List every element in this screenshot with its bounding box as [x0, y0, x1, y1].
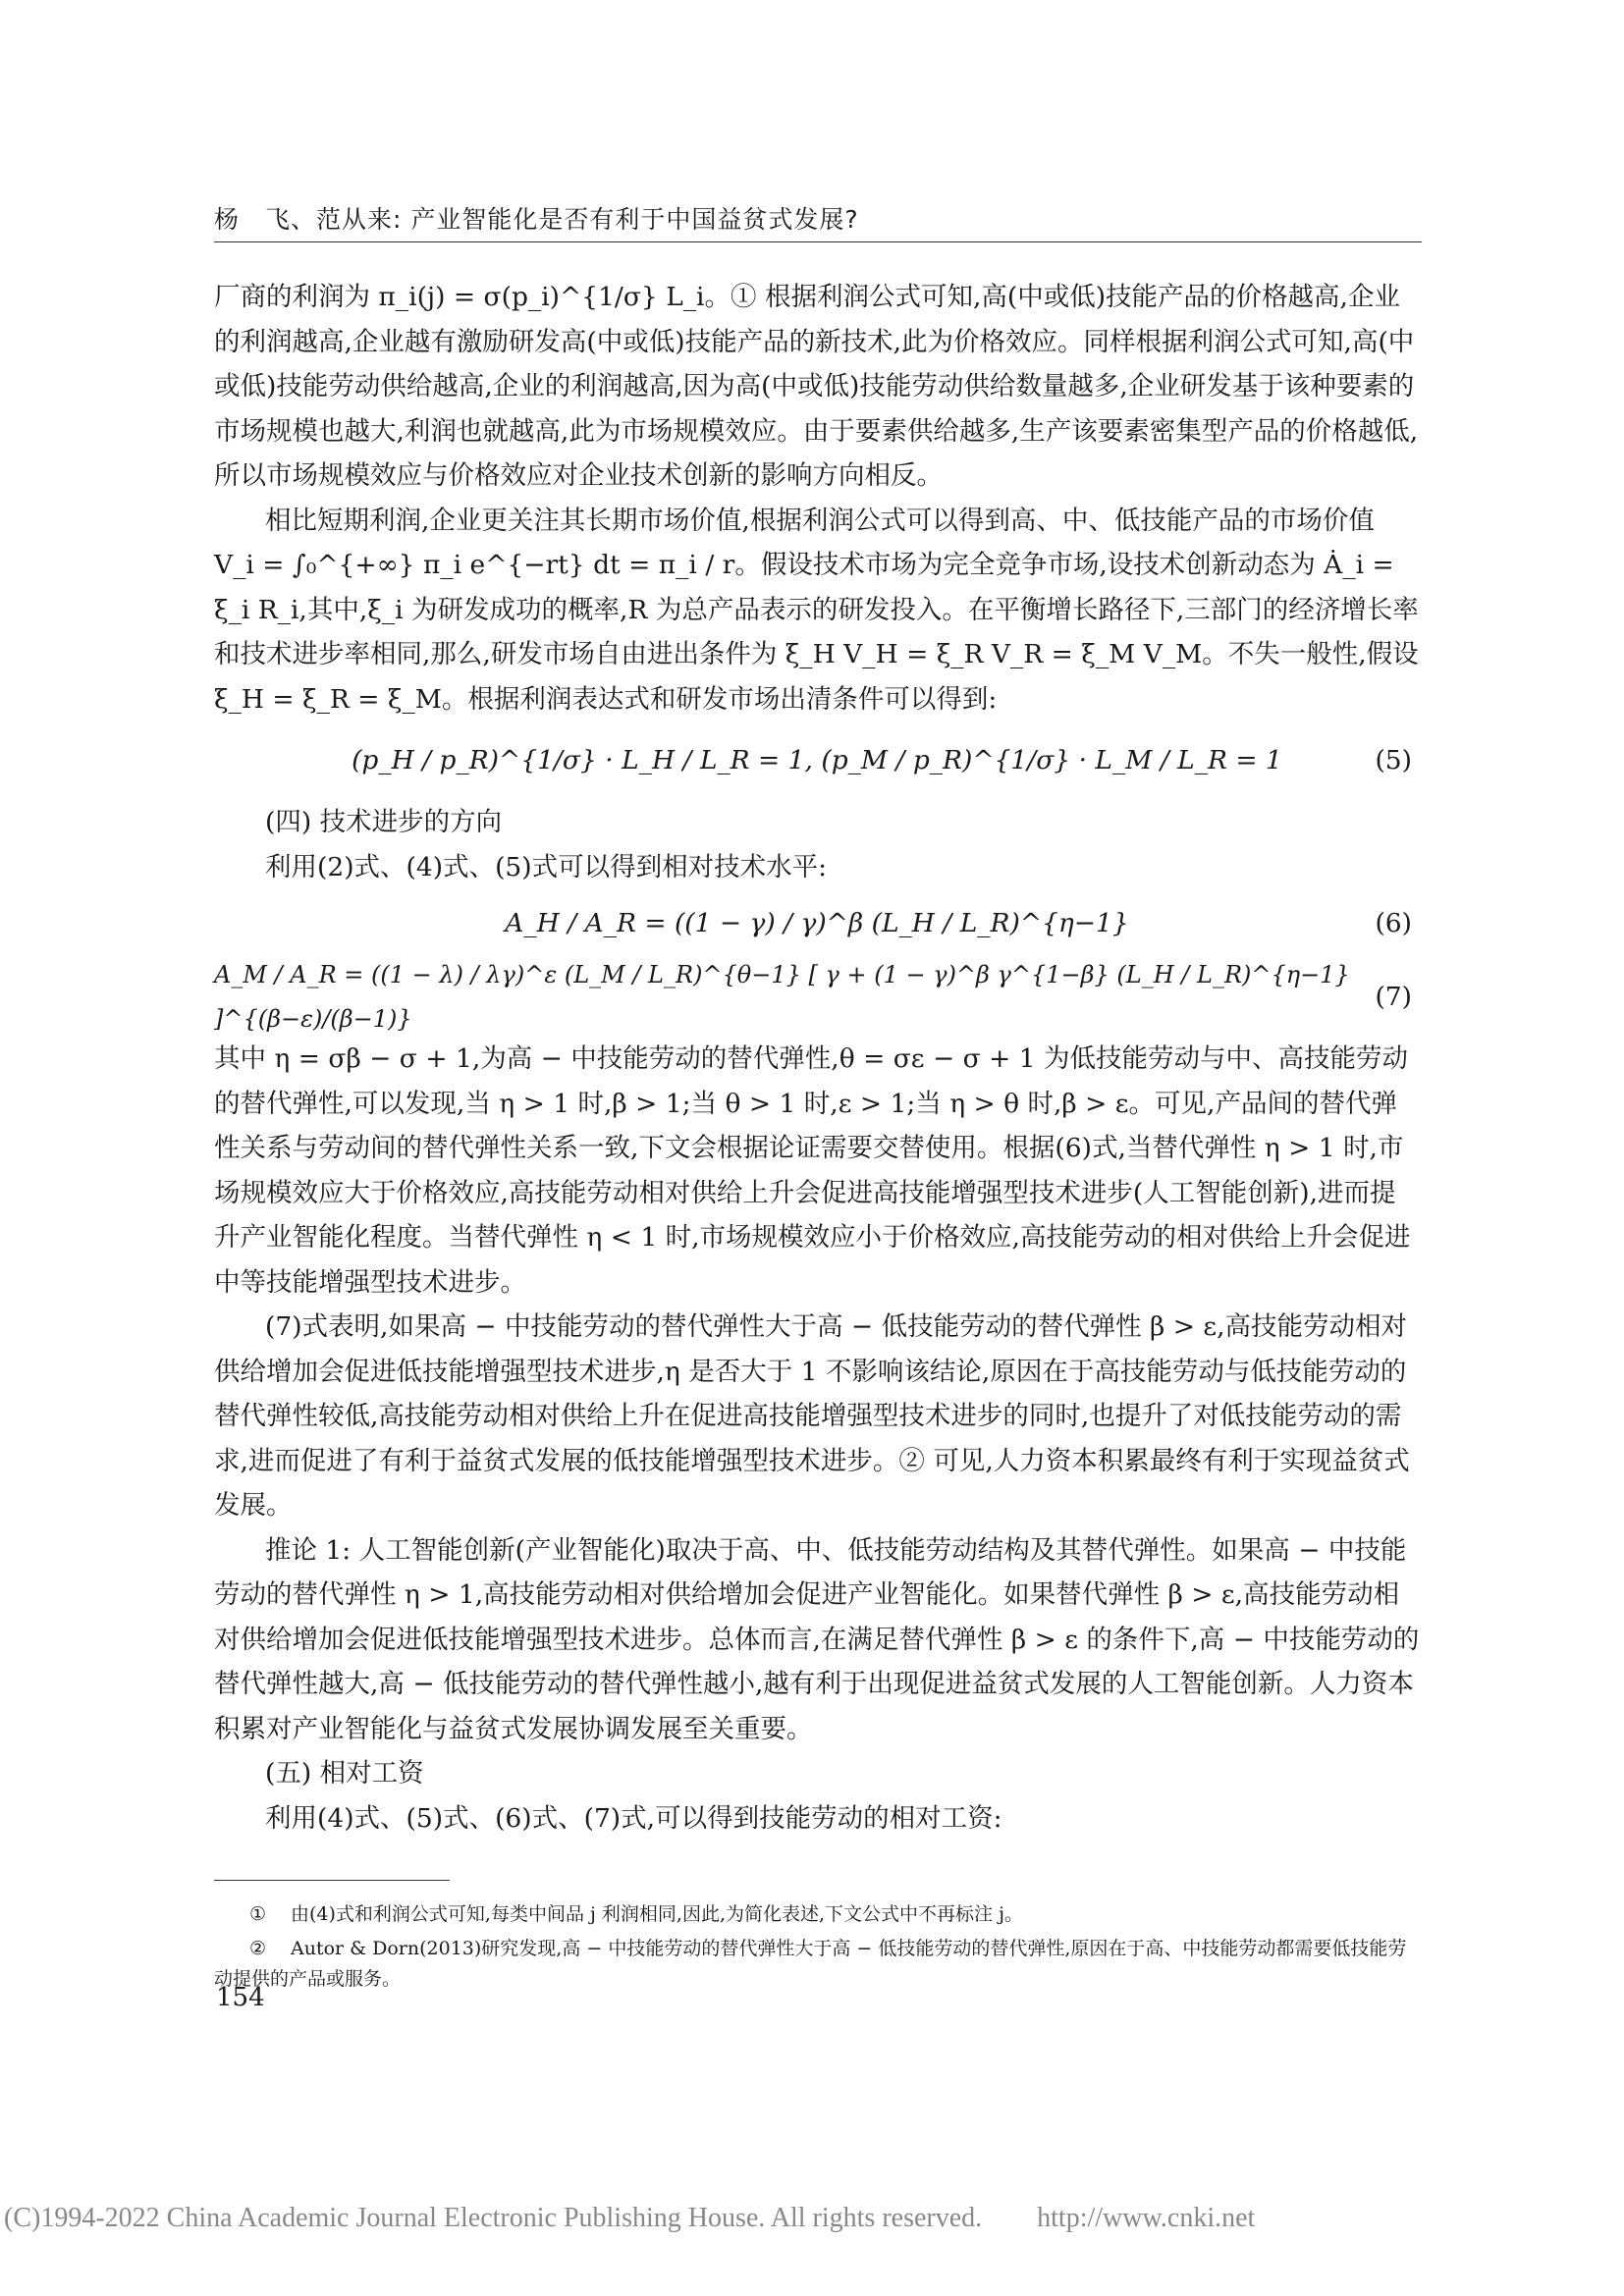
page-number: 154 — [216, 1983, 265, 2012]
copyright-notice: (C)1994-2022 China Academic Journal Electronic Publishing House. All rights reserved. http://www.cnki.net — [4, 2203, 1256, 2233]
equation-6-body: A_H / A_R = ((1 − γ) / γ)^β (L_H / L_R)^{η−1} — [505, 908, 1129, 939]
footnote-1-mark: ① — [249, 1903, 267, 1925]
footnote-2-mark: ② — [249, 1938, 267, 1959]
equation-6-number: (6) — [1375, 908, 1412, 939]
paragraph-4: 其中 η = σβ − σ + 1,为高 − 中技能劳动的替代弹性,θ = σε − σ + 1 为低技能劳动与中、高技能劳动的替代弹性,可以发现,当 η > 1 时,β > 1;当 θ > 1 时,ε > 1;当 η > θ 时,β > ε。可见,产品间的替代弹性关系与劳动间的替代弹性关系一致,下文会根据论证需要交替使用。根据(6)式,当替代弹性 η > 1 时,市场规模效应大于价格效应,高技能劳动相对供给上升会促进高技能增强型技术进步(人工智能创新),进而提升产业智能化程度。当替代弹性 η < 1 时,市场规模效应小于价格效应,高技能劳动的相对供给上升会促进中等技能增强型技术进步。 — [214, 1043, 1411, 1298]
footnote-2-text: Autor & Dorn(2013)研究发现,高 − 中技能劳动的替代弹性大于高 − 低技能劳动的替代弹性,原因在于高、中技能劳动都需要低技能劳动提供的产品或服务。 — [214, 1938, 1407, 1990]
equation-5-body: (p_H / p_R)^{1/σ} · L_H / L_R = 1, (p_M / p_R)^{1/σ} · L_M / L_R = 1 — [352, 745, 1282, 776]
running-header: 杨 飞、范从来: 产业智能化是否有利于中国益贫式发展? — [214, 205, 859, 234]
equation-7-number: (7) — [1375, 982, 1412, 1013]
paragraph-7: 利用(4)式、(5)式、(6)式、(7)式,可以得到技能劳动的相对工资: — [265, 1802, 1002, 1834]
footnote-rule — [214, 1880, 450, 1881]
footnotes — [214, 1899, 1420, 1999]
paragraph-1: 厂商的利润为 π_i(j) = σ(p_i)^{1/σ} L_i。① 根据利润公式可知,高(中或低)技能产品的价格越高,企业的利润越高,企业越有激励研发高(中或低)技能产品的新技术,此为价格效应。同样根据利润公式可知,高(中或低)技能劳动供给越高,企业的利润越高,因为高(中或低)技能劳动供给数量越多,企业研发基于该种要素的市场规模也越大,利润也就越高,此为市场规模效应。由于要素供给越多,生产该要素密集型产品的价格越低,所以市场规模效应与价格效应对企业技术创新的影响方向相反。 — [214, 282, 1419, 491]
paragraph-2: 相比短期利润,企业更关注其长期市场价值,根据利润公式可以得到高、中、低技能产品的市场价值 V_i = ∫₀^{+∞} π_i e^{−rt} dt = π_i / r。假设技术市场为完全竞争市场,设技术创新动态为 Ȧ_i = ξ_i R_i,其中,ξ_i 为研发成功的概率,R 为总产品表示的研发投入。在平衡增长路径下,三部门的经济增长率和技术进步率相同,那么,研发市场自由进出条件为 ξ_H V_H = ξ_R V_R = ξ_M V_M。不失一般性,假设 ξ_H = ξ_R = ξ_M。根据利润表达式和研发市场出清条件可以得到: — [214, 505, 1419, 715]
footnote-2 — [214, 1934, 1420, 1995]
equation-7-body: A_M / A_R = ((1 − λ) / λγ)^ε (L_M / L_R)^{θ−1} [ γ + (1 − γ)^β γ^{1−β} (L_H / L_R)^{η−1} ]^{(β−ε)/(β−1)} — [214, 960, 1350, 1033]
paragraph-5: (7)式表明,如果高 − 中技能劳动的替代弹性大于高 − 低技能劳动的替代弹性 β > ε,高技能劳动相对供给增加会促进低技能增强型技术进步,η 是否大于 1 不影响该结论,原因在于高技能劳动与低技能劳动的替代弹性较低,高技能劳动相对供给上升在促进高技能增强型技术进步的同时,也提升了对低技能劳动的需求,进而促进了有利于益贫式发展的低技能增强型技术进步。② 可见,人力资本积累最终有利于实现益贫式发展。 — [214, 1311, 1410, 1521]
section-heading-4: (四) 技术进步的方向 — [265, 807, 503, 837]
equation-7 — [214, 958, 1420, 1037]
equation-5 — [214, 721, 1420, 800]
header-rule — [214, 241, 1422, 242]
section-heading-5: (五) 相对工资 — [265, 1758, 424, 1789]
footnote-1-text: 由(4)式和利润公式可知,每类中间品 j 利润相同,因此,为简化表述,下文公式中不再标注 j。 — [291, 1903, 1023, 1925]
corollary-1: 推论 1: 人工智能创新(产业智能化)取决于高、中、低技能劳动结构及其替代弹性。如果高 − 中技能劳动的替代弹性 η > 1,高技能劳动相对供给增加会促进产业智能化。如果替代弹性 β > ε,高技能劳动相对供给增加会促进低技能增强型技术进步。总体而言,在满足替代弹性 β > ε 的条件下,高 − 中技能劳动的替代弹性越大,高 − 低技能劳动的替代弹性越小,越有利于出现促进益贫式发展的人工智能创新。人力资本积累对产业智能化与益贫式发展协调发展至关重要。 — [214, 1534, 1420, 1744]
equation-6 — [214, 889, 1420, 958]
footnote-1 — [214, 1899, 1420, 1930]
paragraph-3: 利用(2)式、(4)式、(5)式可以得到相对技术水平: — [265, 851, 828, 882]
article-body — [214, 275, 1420, 1841]
equation-5-number: (5) — [1375, 745, 1412, 776]
